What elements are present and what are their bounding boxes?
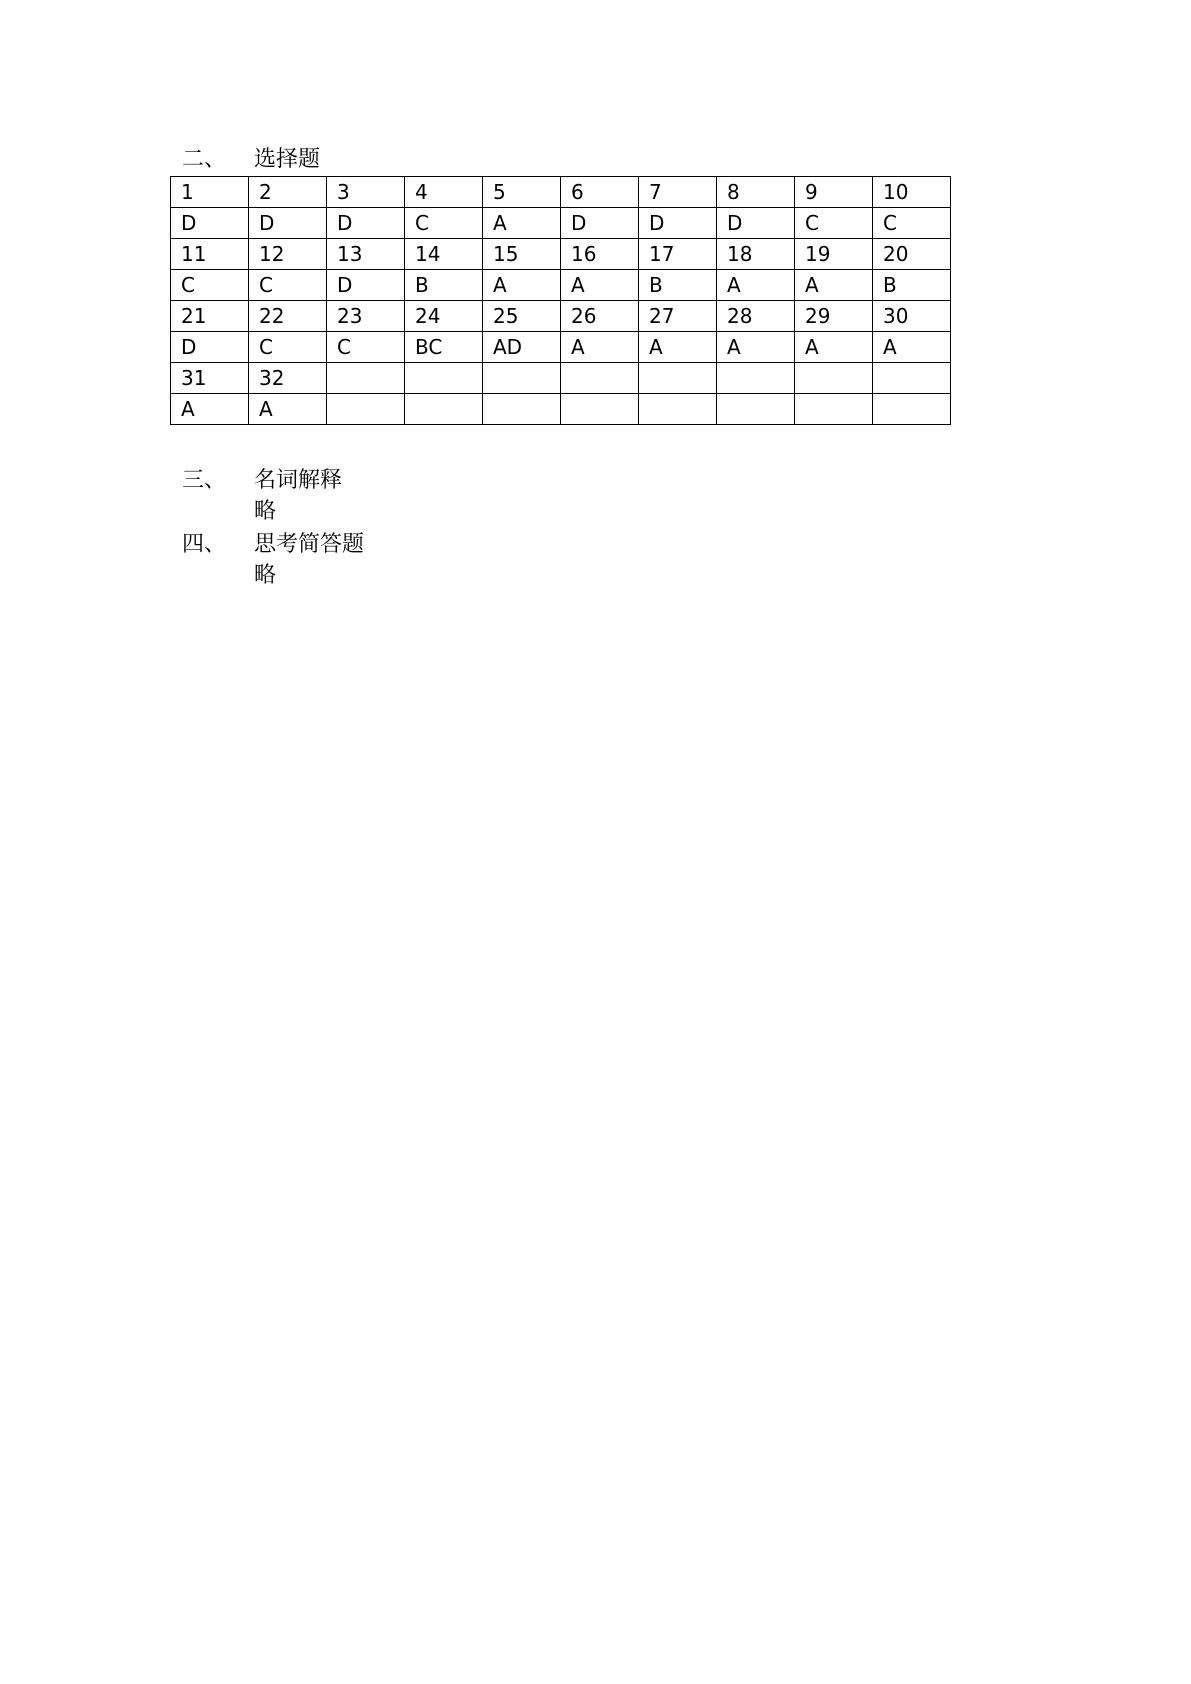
answer-cell: D (327, 208, 405, 239)
answer-cell: A (873, 332, 951, 363)
answer-cell: D (561, 208, 639, 239)
question-number-cell: 18 (717, 239, 795, 270)
answer-cell: AD (483, 332, 561, 363)
question-number-cell: 15 (483, 239, 561, 270)
answer-cell (327, 394, 405, 425)
answer-cell (405, 394, 483, 425)
answer-row (171, 270, 951, 301)
question-number-cell: 30 (873, 301, 951, 332)
answer-cell: D (717, 208, 795, 239)
question-number-cell (405, 363, 483, 394)
section-heading-terms (182, 466, 342, 496)
answer-cell: BC (405, 332, 483, 363)
question-number-cell: 4 (405, 177, 483, 208)
question-number-cell: 22 (249, 301, 327, 332)
answer-cell: A (717, 332, 795, 363)
answer-cell: A (561, 270, 639, 301)
answer-cell: A (483, 270, 561, 301)
question-number-cell: 5 (483, 177, 561, 208)
answer-cell: D (327, 270, 405, 301)
question-number-cell: 6 (561, 177, 639, 208)
section-heading-short-answer (182, 530, 364, 560)
answer-table-body (171, 177, 951, 425)
question-number-cell: 21 (171, 301, 249, 332)
answer-cell: A (717, 270, 795, 301)
section-title: 选择题 (254, 147, 321, 172)
question-number-cell: 29 (795, 301, 873, 332)
question-number-cell: 19 (795, 239, 873, 270)
question-number-cell (873, 363, 951, 394)
question-number-cell: 12 (249, 239, 327, 270)
question-number-cell: 27 (639, 301, 717, 332)
answer-cell: D (639, 208, 717, 239)
question-number-cell: 24 (405, 301, 483, 332)
question-number-cell: 17 (639, 239, 717, 270)
question-number-cell: 16 (561, 239, 639, 270)
answer-cell (561, 394, 639, 425)
answer-cell: A (639, 332, 717, 363)
question-number-cell (639, 363, 717, 394)
question-number-cell: 23 (327, 301, 405, 332)
answer-cell (483, 394, 561, 425)
answer-cell: A (561, 332, 639, 363)
question-number-row (171, 239, 951, 270)
question-number-cell (795, 363, 873, 394)
answer-cell (639, 394, 717, 425)
section-title: 思考简答题 (254, 532, 365, 557)
question-number-row (171, 177, 951, 208)
question-number-cell (327, 363, 405, 394)
section-number: 三、 (182, 468, 227, 493)
question-number-cell: 1 (171, 177, 249, 208)
answer-row (171, 208, 951, 239)
section-content-terms: 略 (254, 499, 277, 524)
question-number-cell (717, 363, 795, 394)
answer-cell: D (171, 332, 249, 363)
question-number-cell: 3 (327, 177, 405, 208)
answer-cell: C (249, 332, 327, 363)
answer-cell: C (327, 332, 405, 363)
answer-cell: C (405, 208, 483, 239)
question-number-cell: 25 (483, 301, 561, 332)
question-number-cell: 31 (171, 363, 249, 394)
answer-cell: B (405, 270, 483, 301)
question-number-cell: 7 (639, 177, 717, 208)
answer-row (171, 394, 951, 425)
answer-cell: A (249, 394, 327, 425)
answer-cell: B (873, 270, 951, 301)
question-number-cell: 2 (249, 177, 327, 208)
question-number-cell: 14 (405, 239, 483, 270)
section-title: 名词解释 (254, 468, 343, 493)
question-number-cell: 9 (795, 177, 873, 208)
answer-cell: C (171, 270, 249, 301)
answer-row (171, 332, 951, 363)
answer-cell: A (795, 270, 873, 301)
question-number-cell: 10 (873, 177, 951, 208)
question-number-cell: 26 (561, 301, 639, 332)
question-number-cell (483, 363, 561, 394)
question-number-cell: 20 (873, 239, 951, 270)
question-number-cell: 11 (171, 239, 249, 270)
answer-cell (873, 394, 951, 425)
answer-cell: D (249, 208, 327, 239)
question-number-row (171, 301, 951, 332)
question-number-cell: 13 (327, 239, 405, 270)
section-number: 四、 (182, 532, 227, 557)
answer-cell: D (171, 208, 249, 239)
answer-table (170, 176, 951, 425)
answer-cell (795, 394, 873, 425)
section-content-short-answer: 略 (254, 563, 277, 588)
question-number-row (171, 363, 951, 394)
answer-cell: A (483, 208, 561, 239)
section-number: 二、 (182, 147, 227, 172)
question-number-cell: 28 (717, 301, 795, 332)
answer-cell: B (639, 270, 717, 301)
answer-cell: C (249, 270, 327, 301)
section-heading-choice (182, 145, 320, 175)
answer-cell (717, 394, 795, 425)
answer-cell: C (873, 208, 951, 239)
answer-cell: C (795, 208, 873, 239)
question-number-cell: 32 (249, 363, 327, 394)
question-number-cell (561, 363, 639, 394)
question-number-cell: 8 (717, 177, 795, 208)
answer-cell: A (171, 394, 249, 425)
answer-cell: A (795, 332, 873, 363)
